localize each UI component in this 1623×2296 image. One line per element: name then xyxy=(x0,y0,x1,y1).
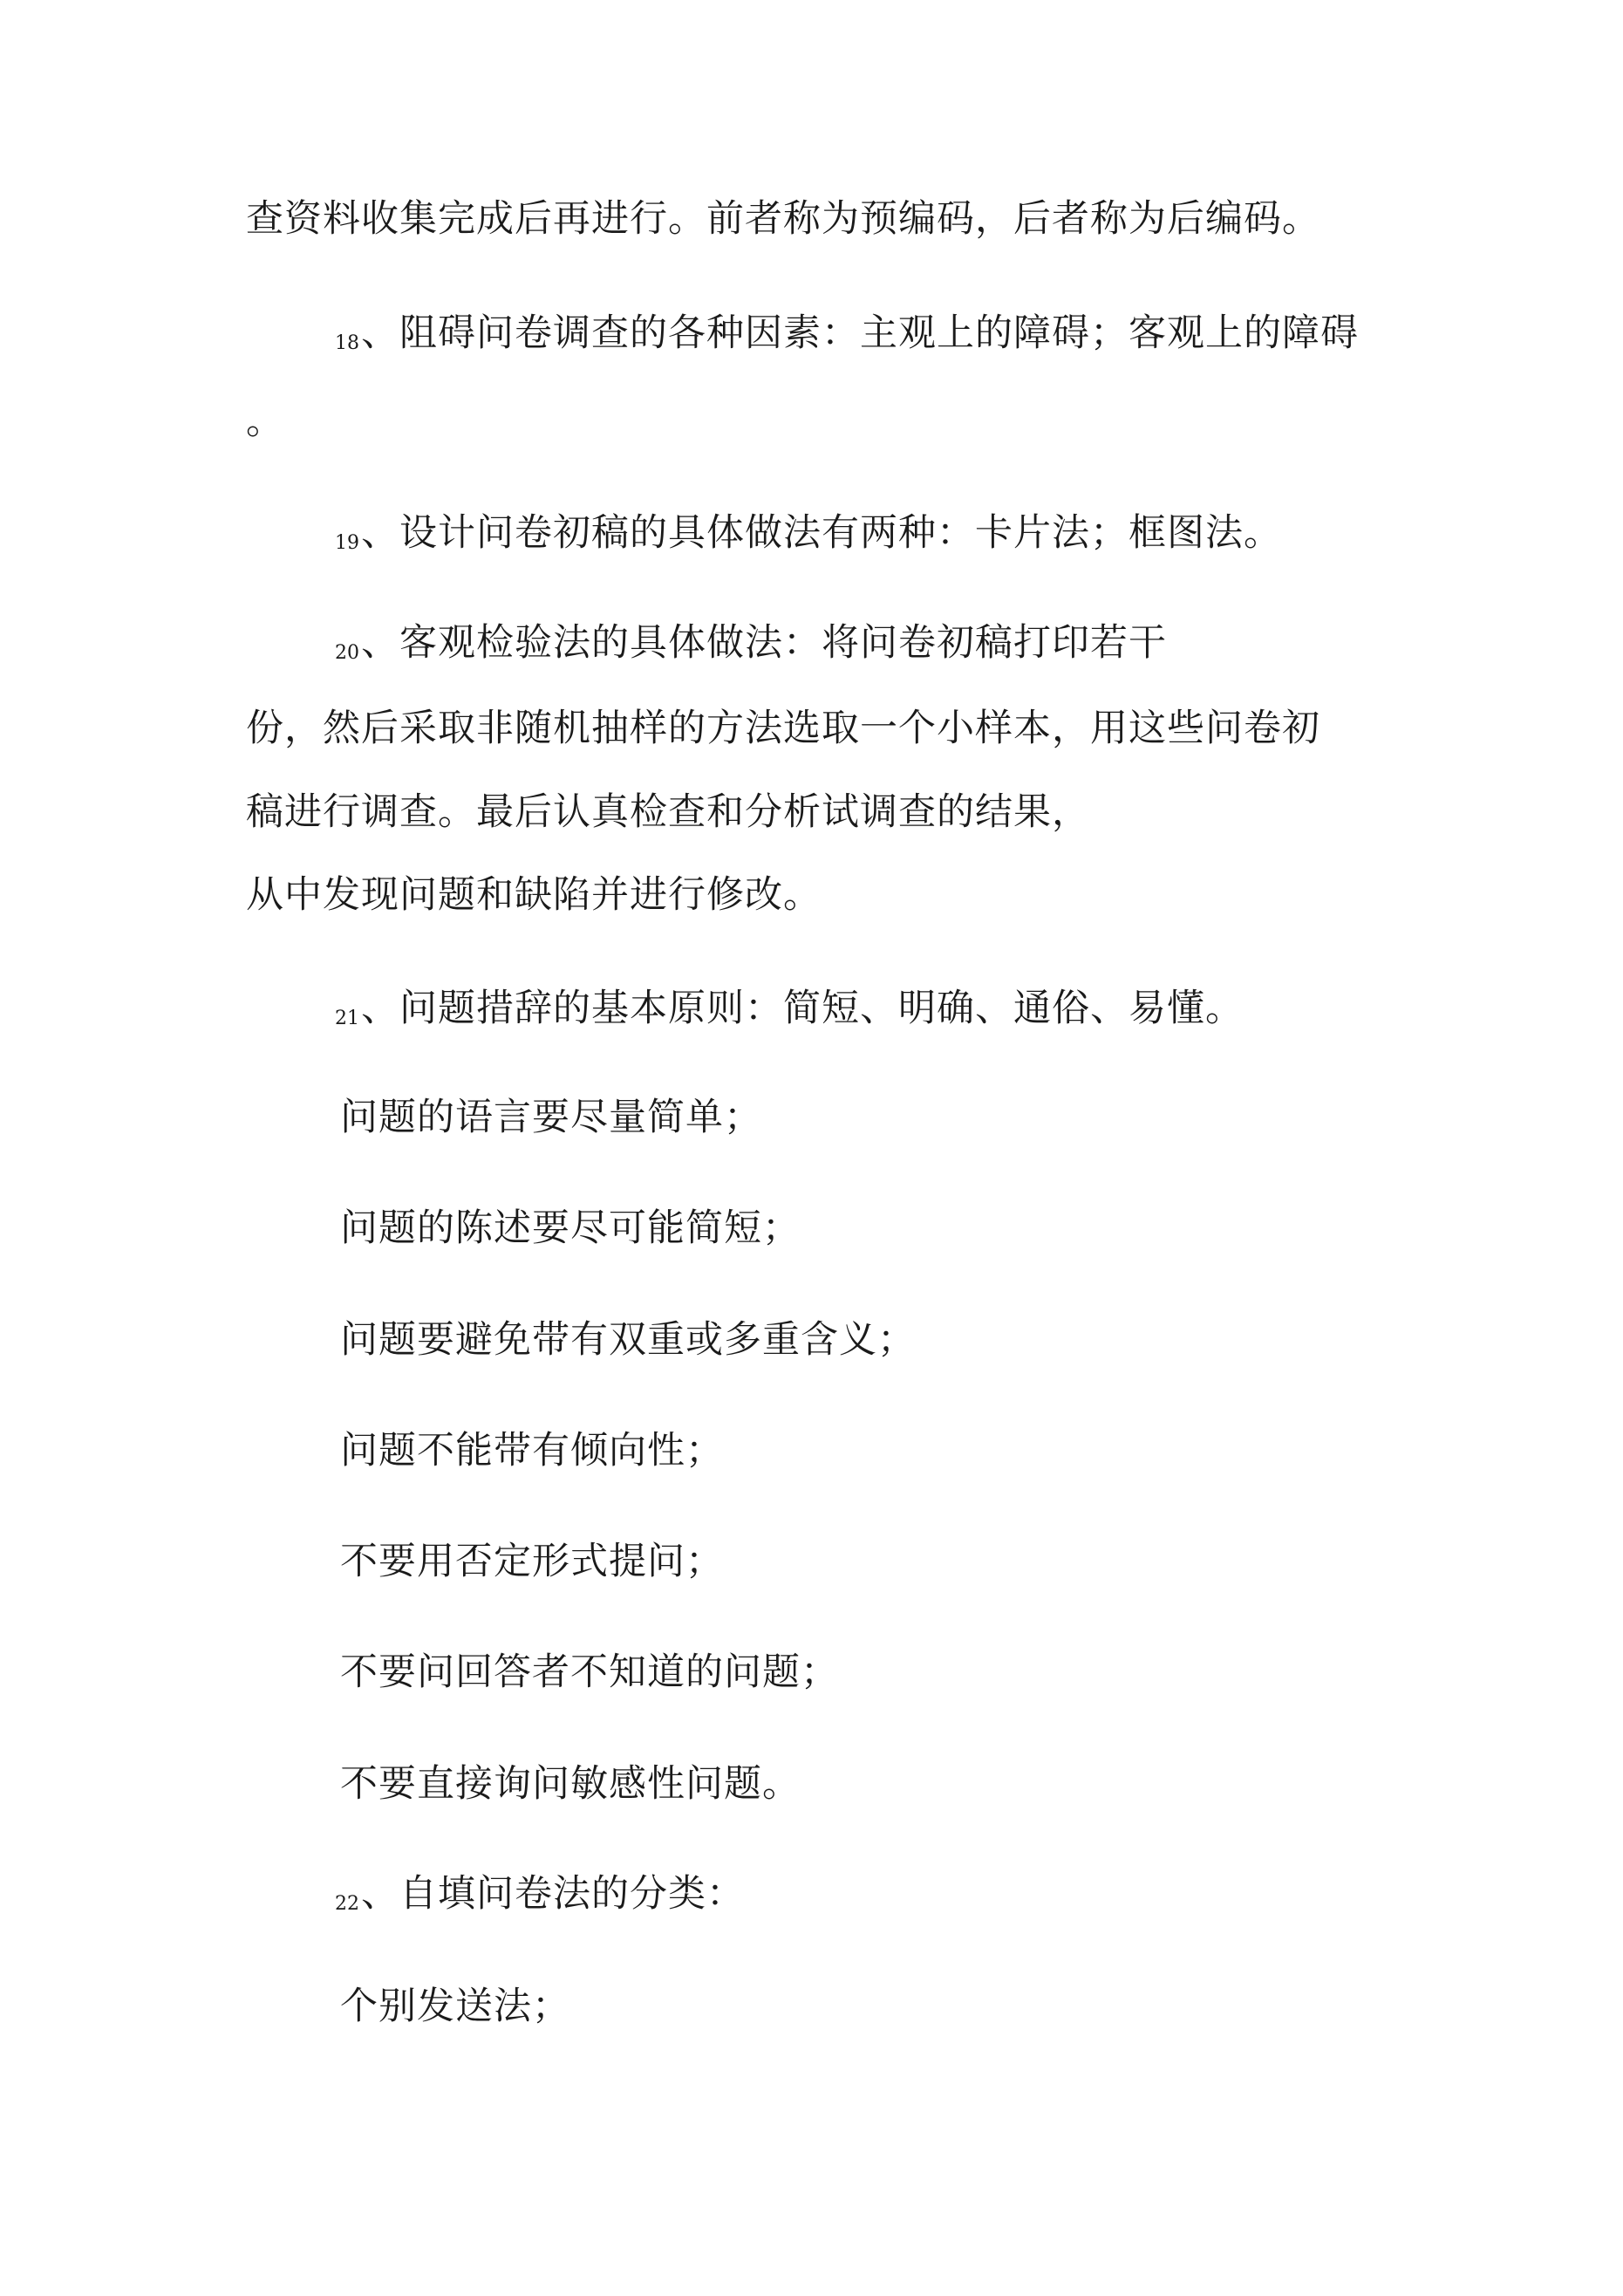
item-number: 22 xyxy=(335,1893,359,1915)
principle-line: 问题要避免带有双重或多重含义； xyxy=(340,1318,916,1362)
principle-line: 不要直接询问敏感性问题。 xyxy=(340,1762,801,1806)
item-22-line: 22、自填问卷法的分类： xyxy=(335,1872,745,1916)
item-number: 18 xyxy=(335,332,359,354)
item-number: 21 xyxy=(335,1008,359,1029)
paragraph-line: 稿进行调查。最后认真检查和分析试调查的结果， xyxy=(246,790,1090,834)
method-line: 个别发送法； xyxy=(340,1985,570,2028)
paragraph-line: 份，然后采取非随机抽样的方法选取一个小样本，用这些问卷初 xyxy=(246,707,1320,750)
item-20-line: 20、客观检验法的具体做法：将问卷初稿打印若干 xyxy=(335,621,1167,665)
paragraph-line: 查资料收集完成后再进行。前者称为预编码，后者称为后编码。 xyxy=(246,197,1320,241)
paragraph-line: 。 xyxy=(246,400,284,443)
item-number: 20 xyxy=(335,642,359,664)
paragraph-line: 从中发现问题和缺陷并进行修改。 xyxy=(246,873,822,917)
item-18-line: 18、阻碍问卷调查的各种因素：主观上的障碍；客观上的障碍 xyxy=(335,311,1359,355)
item-number: 19 xyxy=(335,532,359,554)
principle-line: 不要问回答者不知道的问题； xyxy=(340,1650,839,1694)
item-19-line: 19、设计问卷初稿的具体做法有两种：卡片法；框图法。 xyxy=(335,511,1282,555)
principle-line: 问题不能带有倾向性； xyxy=(340,1429,724,1473)
item-21-line: 21、问题措辞的基本原则：简短、明确、通俗、易懂。 xyxy=(335,987,1244,1030)
principle-line: 问题的语言要尽量简单； xyxy=(340,1096,762,1139)
principle-line: 问题的陈述要尽可能简短； xyxy=(340,1206,801,1250)
principle-line: 不要用否定形式提问； xyxy=(340,1540,724,1583)
